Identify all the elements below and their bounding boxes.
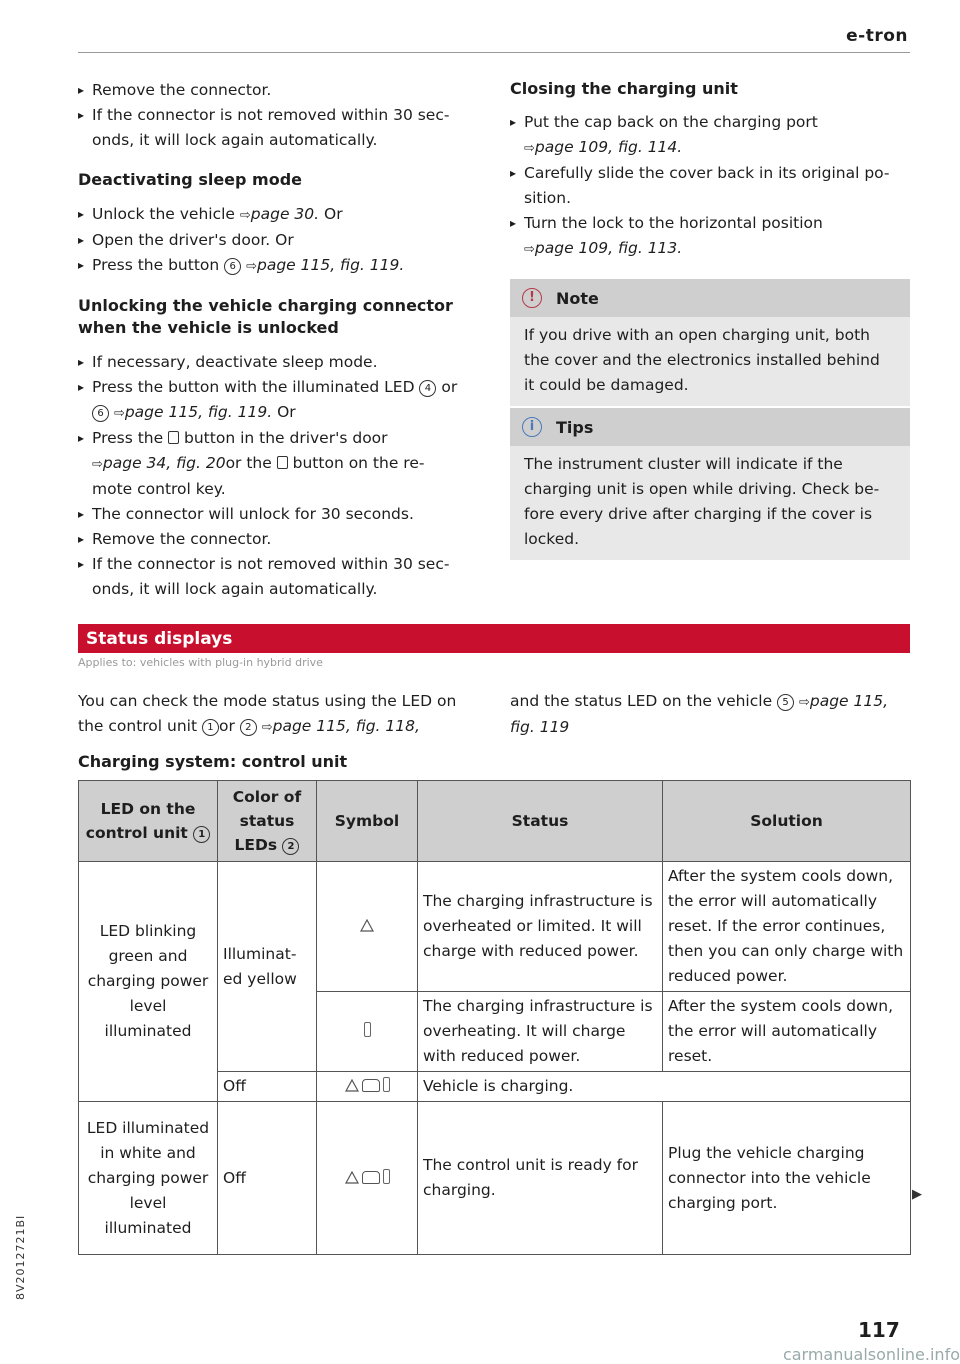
table-row — [79, 1102, 911, 1255]
tips-body — [510, 446, 910, 560]
bullet-remove-connector-2: ▸ Remove the connector. — [78, 527, 478, 552]
bullet-not-removed: ▸ If the connector is not removed within 30 sec- — [78, 103, 478, 128]
ref-text: fig. 119 — [510, 718, 570, 736]
text: button on the re- — [287, 454, 425, 472]
info-icon: i — [522, 417, 542, 437]
arrow-icon: ⇨ — [113, 406, 125, 421]
bullet-put-cap: ▸ Put the cap back on the charging port — [510, 110, 910, 135]
bullet-cont: onds, it will lock again automatically. — [92, 580, 378, 598]
tips-line: The instrument cluster will indicate if the — [524, 455, 843, 473]
bullet-turn-lock: ▸ Turn the lock to the horizontal position — [510, 211, 910, 236]
watermark: carmanualsonline.info — [782, 1345, 960, 1364]
note-body — [510, 317, 910, 406]
document-id: 8V2012721BI — [14, 1214, 27, 1300]
heading-unlocking-l2: when the vehicle is unlocked — [78, 318, 339, 337]
callout-6-icon: 6 — [92, 405, 109, 422]
text-tail: Or — [319, 205, 343, 223]
header-rule — [78, 52, 910, 53]
led-cell: LED blinking green and charging power level illuminated — [79, 862, 218, 1102]
ref-text: page 115, fig. 118, — [272, 717, 420, 735]
tips-line: locked. — [524, 530, 580, 548]
ref-text: page 109, fig. 113. — [534, 239, 683, 257]
color-cell: Off — [218, 1072, 317, 1102]
intro-line — [78, 714, 478, 740]
arrow-icon: ⇨ — [239, 208, 251, 223]
page-ref[interactable] — [92, 454, 226, 472]
continued-arrow-icon: ▶ — [912, 1187, 922, 1202]
bullet-press-door-cont — [78, 451, 478, 477]
note-title: Note — [556, 288, 599, 308]
text: status — [239, 812, 295, 830]
color-cell: Off — [218, 1102, 317, 1255]
ref-text: page 115, — [809, 692, 889, 710]
applies-to: Applies to: vehicles with plug-in hybrid drive — [78, 656, 323, 669]
symbol-cell — [317, 992, 418, 1072]
connector-icon — [364, 1022, 371, 1037]
tips-title: Tips — [556, 417, 594, 437]
tips-line: fore every drive after charging if the cover is — [524, 505, 873, 523]
status-cell: The charging infrastructure is overheated or limited. It will charge with reduced power. — [418, 862, 663, 992]
color-cell: Illuminat- ed yellow — [218, 862, 317, 1072]
bullet-remove-connector: ▸ Remove the connector. — [78, 78, 478, 103]
intro-line — [510, 689, 910, 715]
charging-infrastructure-icon — [345, 1079, 359, 1093]
bullet-deactivate: ▸ If necessary, deactivate sleep mode. — [78, 350, 478, 375]
ref-text: page 30. — [250, 205, 320, 223]
col-header-symbol: Symbol — [317, 781, 418, 862]
page-ref[interactable] — [524, 239, 682, 257]
page-number: 117 — [858, 1318, 900, 1342]
note-line: it could be damaged. — [524, 376, 689, 394]
bullet-not-removed-2: ▸ If the connector is not removed within 30 sec- — [78, 552, 478, 577]
bullet-press-door-button — [78, 426, 478, 451]
text: the control unit — [78, 717, 202, 735]
text: Press the button with the illuminated LED — [92, 378, 420, 396]
callout-2-icon: 2 — [282, 838, 299, 855]
ref-text: page 109, fig. 114. — [534, 138, 683, 156]
text: Unlock the vehicle — [92, 205, 240, 223]
text-tail: Or — [272, 403, 296, 421]
solution-cell: After the system cools down, the error will automatically reset. — [663, 992, 911, 1072]
status-intro-right — [510, 689, 910, 740]
table-title: Charging system: control unit — [78, 752, 348, 771]
callout-2-icon: 2 — [240, 719, 257, 736]
tips-header — [510, 408, 910, 446]
heading-closing: Closing the charging unit — [510, 79, 738, 98]
charging-status-table — [78, 780, 911, 1255]
symbol-cell — [317, 1072, 418, 1102]
text: or — [218, 717, 240, 735]
led-cell: LED illuminated in white and charging power level illuminated — [79, 1102, 218, 1255]
status-cell: The control unit is ready for charging. — [418, 1102, 663, 1255]
connector-icon — [383, 1077, 390, 1092]
col-header-led — [79, 781, 218, 862]
right-column — [510, 78, 910, 262]
text: and the status LED on the vehicle — [510, 692, 778, 710]
callout-1-icon: 1 — [193, 826, 210, 843]
status-cell: The charging infrastructure is overheating. It will charge with reduced power. — [418, 992, 663, 1072]
connector-icon — [383, 1169, 390, 1184]
col-header-status: Status — [418, 781, 663, 862]
unlock-icon — [277, 456, 288, 469]
page-ref[interactable] — [799, 692, 888, 710]
tips-line: charging unit is open while driving. Check be- — [524, 480, 880, 498]
page-ref[interactable] — [246, 256, 404, 274]
warning-circle-icon: ! — [522, 288, 542, 308]
note-line: If you drive with an open charging unit, both — [524, 326, 870, 344]
bullet-open-door: ▸ Open the driver's door. Or — [78, 228, 478, 253]
symbol-cell — [317, 862, 418, 992]
col-header-solution: Solution — [663, 781, 911, 862]
arrow-icon: ⇨ — [261, 720, 273, 735]
arrow-icon: ⇨ — [92, 457, 103, 472]
solution-cell: Plug the vehicle charging connector into the vehicle charging port. — [663, 1102, 911, 1255]
charging-infrastructure-icon — [360, 919, 374, 933]
text: Press the button — [92, 256, 225, 274]
bullet-press-led-cont — [78, 400, 478, 426]
table-header-row — [79, 781, 911, 862]
text: Color of — [232, 788, 302, 806]
callout-5-icon: 5 — [777, 694, 794, 711]
text: LED on the — [100, 800, 196, 818]
intro-line: You can check the mode status using the LED on — [78, 692, 457, 710]
table-row — [79, 862, 911, 992]
heading-unlocking-l1: Unlocking the vehicle charging connector — [78, 296, 453, 315]
arrow-icon: ⇨ — [524, 242, 535, 257]
ref-text: page 115, fig. 119. — [256, 256, 405, 274]
col-header-color — [218, 781, 317, 862]
note-line: the cover and the electronics installed behind — [524, 351, 880, 369]
page-ref[interactable] — [524, 138, 682, 156]
bullet-slide-cover: ▸ Carefully slide the cover back in its original po- — [510, 161, 910, 186]
status-cell: Vehicle is charging. — [418, 1072, 911, 1102]
arrow-icon: ⇨ — [246, 259, 257, 274]
page-ref[interactable] — [262, 717, 420, 735]
text: button in the driver's door — [179, 429, 388, 447]
text-or: or — [436, 378, 458, 396]
vehicle-icon — [362, 1171, 380, 1184]
vehicle-icon — [362, 1079, 380, 1092]
arrow-icon: ⇨ — [798, 695, 810, 710]
text: LEDs — [234, 836, 283, 854]
bullet-turn-lock-ref — [510, 236, 910, 262]
bullet-cont: onds, it will lock again automatically. — [92, 131, 378, 149]
symbol-cell — [317, 1102, 418, 1255]
note-box — [510, 279, 910, 406]
callout-4-icon: 4 — [419, 380, 436, 397]
section-tag: e-tron — [846, 26, 908, 46]
bullet-cont: mote control key. — [92, 480, 226, 498]
status-intro-left — [78, 689, 478, 740]
text: control unit — [85, 824, 194, 842]
page-ref[interactable] — [240, 205, 319, 223]
bullet-unlock-30: ▸ The connector will unlock for 30 seconds. — [78, 502, 478, 527]
tips-box — [510, 408, 910, 560]
bullet-unlock-vehicle — [78, 202, 478, 228]
bullet-press-led — [78, 375, 478, 400]
ref-text: page 34, fig. 20 — [102, 454, 226, 472]
page-ref[interactable] — [114, 403, 272, 421]
text: Press the — [92, 429, 169, 447]
note-header — [510, 279, 910, 317]
solution-cell: After the system cools down, the error will automatically reset. If the error continues, then you can only charge with reduced power. — [663, 862, 911, 992]
ref-text: page 115, fig. 119. — [124, 403, 273, 421]
left-column — [78, 78, 478, 602]
callout-6-icon: 6 — [224, 258, 241, 275]
heading-deactivating-sleep: Deactivating sleep mode — [78, 170, 303, 189]
charging-infrastructure-icon — [345, 1171, 359, 1185]
arrow-icon: ⇨ — [524, 141, 535, 156]
bullet-cont: sition. — [524, 189, 571, 207]
status-displays-title: Status displays — [78, 624, 910, 653]
unlock-icon — [168, 431, 179, 444]
callout-1-icon: 1 — [202, 719, 219, 736]
bullet-press-button — [78, 253, 478, 279]
text: or the — [225, 454, 277, 472]
bullet-put-cap-ref — [510, 135, 910, 161]
intro-line — [510, 715, 910, 740]
